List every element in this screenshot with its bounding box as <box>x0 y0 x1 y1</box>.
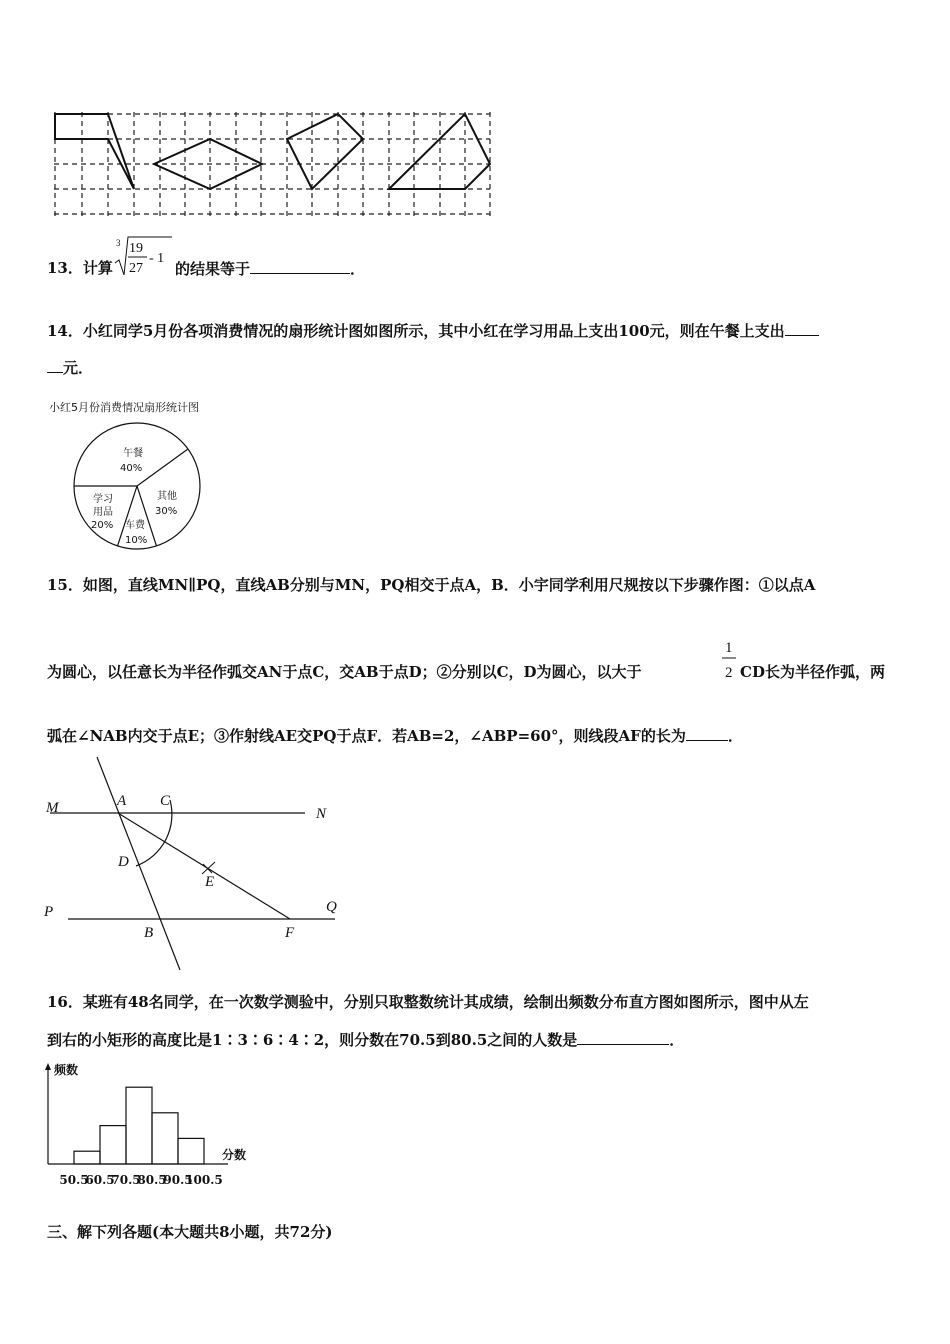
q15-fraction-half <box>720 636 738 682</box>
pie-label-other: 其他 <box>157 491 177 502</box>
answer-blank-15[interactable] <box>686 725 728 741</box>
pie-pct-other: 30% <box>155 506 178 517</box>
q16-text-line2: 到右的小矩形的高度比是1∶3∶6∶4∶2，则分数在70.5到80.5之间的人数是 <box>47 1031 578 1049</box>
arc-cd <box>136 800 172 866</box>
q15-text-line2a: 为圆心，以任意长为半径作弧交AN于点C，交AB于点D；②分别以C，D为圆心，以大于 <box>47 663 642 681</box>
q15-frac-num: 1 <box>725 640 733 656</box>
q16-text-line1: 16．某班有48名同学，在一次数学测验中，分别只取整数统计其成绩，绘制出频数分布直方图如图所示，图中从左 <box>47 993 809 1011</box>
histogram-tick-labels <box>59 1173 222 1187</box>
q15-text-line2b: CD长为半径作弧，两 <box>740 663 885 681</box>
pie-label-supplies-2: 用品 <box>93 507 113 518</box>
question-15-line3 <box>47 725 743 746</box>
q15-end: ． <box>727 727 743 745</box>
q15-text-line3: 弧在∠NAB内交于点E；③作射线AE交PQ于点F．若AB=2，∠ABP=60°，则线段AF的长为 <box>47 727 686 745</box>
grid-figure <box>50 108 495 220</box>
histogram-tick-label: 60.5 <box>85 1173 115 1187</box>
ray-af <box>118 813 290 919</box>
label-f: F <box>285 925 295 941</box>
label-a: A <box>117 793 127 809</box>
q13-radical-index: 3 <box>116 238 121 248</box>
histogram-bars <box>74 1087 204 1164</box>
q14-text-line1: 14．小红同学5月份各项消费情况的扇形统计图如图所示，其中小红在学习用品上支出100元，则在午餐上支出 <box>47 322 785 340</box>
label-m: M <box>46 800 59 816</box>
answer-blank-14a[interactable] <box>785 320 819 336</box>
pie-label-lunch: 午餐 <box>123 448 143 459</box>
shape-quadrilateral-3 <box>287 114 363 189</box>
section-3-heading <box>47 1222 333 1242</box>
label-e: E <box>205 874 215 890</box>
pie-pct-lunch: 40% <box>120 463 143 474</box>
question-16-line1 <box>47 992 809 1012</box>
section-3-heading-text: 三、解下列各题(本大题共8小题，共72分) <box>47 1223 333 1241</box>
q13-prefix: 13．计算 <box>47 259 113 277</box>
pie-chart <box>45 396 245 556</box>
histogram-tick-label: 100.5 <box>185 1173 223 1187</box>
question-15-line2b <box>740 662 885 682</box>
question-15-line1 <box>47 575 815 595</box>
line-ab <box>97 757 180 970</box>
y-axis-arrow-icon <box>45 1063 51 1070</box>
histogram-ylabel: 频数 <box>54 1063 79 1077</box>
histogram-tick-label: 50.5 <box>59 1173 89 1187</box>
q13-numerator: 19 <box>129 241 143 256</box>
q14-text-line2-end: 元． <box>63 359 94 377</box>
question-15-line2 <box>47 662 642 682</box>
answer-blank-13[interactable] <box>250 258 350 274</box>
q15-text-line1: 15．如图，直线MN∥PQ，直线AB分别与MN，PQ相交于点A，B．小宇同学利用尺规按以下步骤作图：①以点A <box>47 576 816 594</box>
q13-denominator: 27 <box>129 261 143 276</box>
histogram-tick-label: 80.5 <box>137 1173 167 1187</box>
pie-pct-supplies: 20% <box>91 520 114 531</box>
pie-label-fare: 车费 <box>125 520 145 531</box>
question-14-line2 <box>47 357 93 378</box>
question-14-line1 <box>47 320 819 341</box>
label-c: C <box>160 793 171 809</box>
pie-title: 小红5月份消费情况扇形统计图 <box>49 401 199 414</box>
label-p: P <box>44 904 54 920</box>
pie-pct-fare: 10% <box>125 535 148 546</box>
histogram-xlabel: 分数 <box>222 1148 247 1162</box>
q13-end: ． <box>350 260 366 278</box>
q13-suffix-row <box>175 258 365 279</box>
shape-quadrilateral-1 <box>55 114 134 189</box>
q13-minus-one: - 1 <box>149 251 165 266</box>
pie-boundary-other <box>137 449 188 486</box>
answer-blank-14b[interactable] <box>47 357 63 373</box>
q16-end: ． <box>669 1031 685 1049</box>
question-13 <box>47 258 113 278</box>
label-b: B <box>144 925 154 941</box>
question-16-line2 <box>47 1029 684 1050</box>
q15-frac-den: 2 <box>725 665 733 681</box>
label-q: Q <box>326 899 337 915</box>
histogram-bar <box>74 1151 100 1164</box>
label-n: N <box>316 806 327 822</box>
histogram-chart <box>40 1058 270 1193</box>
q13-suffix: 的结果等于 <box>175 260 251 278</box>
histogram-tick-label: 90.5 <box>163 1173 193 1187</box>
histogram-bar <box>178 1138 204 1164</box>
histogram-tick-label: 70.5 <box>111 1173 141 1187</box>
pie-label-supplies-1: 学习 <box>93 494 113 505</box>
label-d: D <box>118 854 129 870</box>
histogram-bar <box>126 1087 152 1164</box>
answer-blank-16[interactable] <box>577 1029 669 1045</box>
geometry-figure <box>40 752 350 974</box>
histogram-bar <box>152 1113 178 1164</box>
histogram-bar <box>100 1126 126 1164</box>
dashed-grid <box>54 112 490 216</box>
q13-radical-expression <box>112 233 174 279</box>
